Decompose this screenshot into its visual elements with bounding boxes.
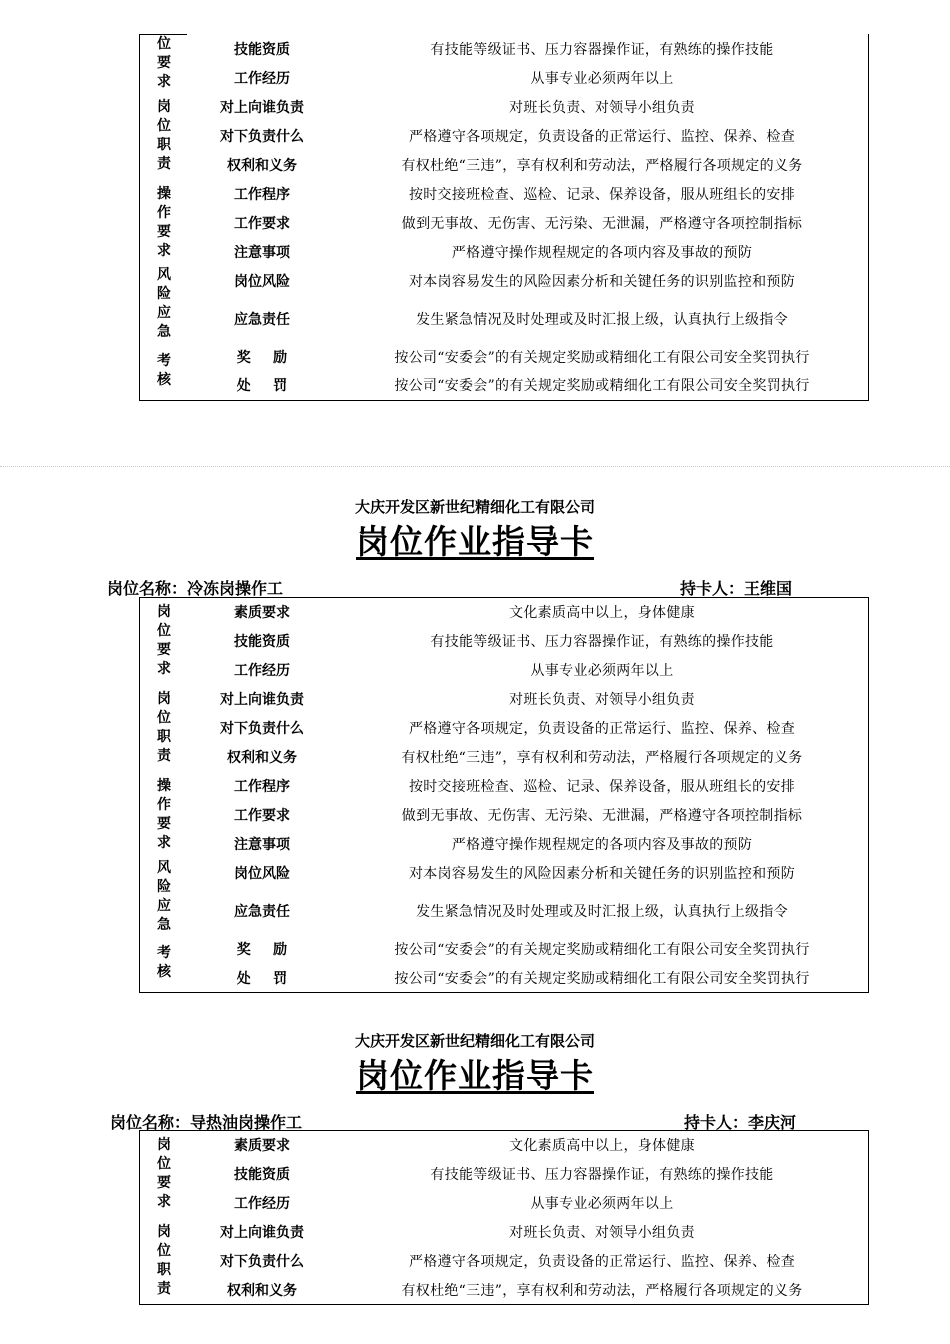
row-quality-desc: 文化素质高中以上，身体健康 — [509, 1138, 695, 1155]
partial-job-table — [139, 34, 869, 401]
row-skill-item: 技能资质 — [234, 41, 290, 58]
row-emergency-desc: 发生紧急情况及时处理或及时汇报上级，认真执行上级指令 — [416, 311, 788, 328]
row-penalty-item: 处罚 — [236, 970, 310, 987]
row-rights-desc: 有权杜绝“三违”，享有权利和劳动法，严格履行各项规定的义务 — [401, 157, 803, 174]
row-skill-desc: 有技能等级证书、压力容器操作证，有熟练的操作技能 — [430, 634, 774, 650]
row-reward-item: 奖励 — [236, 942, 310, 958]
row-notes-item: 注意事项 — [234, 244, 290, 261]
row-experience-desc: 从事专业必须两年以上 — [530, 663, 674, 679]
row-quality-item: 素质要求 — [234, 605, 290, 622]
group-assessment: 考 核 — [157, 945, 171, 981]
row-procedure-desc: 按时交接班检查、巡检、记录、保养设备，服从班组长的安排 — [408, 779, 796, 795]
row-work-req-desc: 做到无事故、无伤害、无污染、无泄漏，严格遵守各项控制指标 — [401, 808, 803, 824]
card-title: 岗位作业指导卡 — [356, 522, 594, 561]
row-reward-desc: 按公司“安委会”的有关规定奖励或精细化工有限公司安全奖罚执行 — [394, 349, 810, 366]
row-reward-item: 奖励 — [236, 349, 310, 366]
row-report-down-desc: 严格遵守各项规定，负责设备的正常运行、监控、保养、检查 — [408, 128, 796, 145]
row-report-down-item: 对下负责什么 — [220, 721, 304, 737]
row-report-up-item: 对上向谁负责 — [220, 99, 304, 116]
row-experience-item: 工作经历 — [234, 70, 290, 87]
card-holder-line — [680, 576, 792, 599]
row-penalty-desc: 按公司“安委会”的有关规定奖励或精细化工有限公司安全奖罚执行 — [394, 378, 810, 395]
company-name: 大庆开发区新世纪精细化工有限公司 — [354, 498, 595, 516]
group-risk: 风 险 应 急 — [157, 859, 171, 933]
position-name: 冷冻岗操作工 — [187, 579, 284, 598]
row-procedure-item: 工作程序 — [234, 779, 290, 795]
group-post-requirements: 岗 位 要 求 — [157, 604, 171, 678]
row-penalty-desc: 按公司“安委会”的有关规定奖励或精细化工有限公司安全奖罚执行 — [394, 970, 810, 987]
row-report-up-desc: 对班长负责、对领导小组负责 — [509, 99, 695, 116]
row-skill-item: 技能资质 — [234, 1167, 290, 1183]
row-rights-item: 权利和义务 — [227, 750, 297, 766]
row-penalty-item: 处罚 — [236, 378, 310, 395]
row-procedure-item: 工作程序 — [234, 186, 290, 203]
row-report-up-desc: 对班长负责、对领导小组负责 — [509, 692, 695, 708]
row-skill-desc: 有技能等级证书、压力容器操作证，有熟练的操作技能 — [430, 1167, 774, 1183]
row-report-up-desc: 对班长负责、对领导小组负责 — [509, 1225, 695, 1241]
group-duty: 岗 位 职 责 — [157, 1223, 171, 1297]
row-rights-item: 权利和义务 — [227, 157, 297, 174]
row-report-up-item: 对上向谁负责 — [220, 1225, 304, 1241]
position-label: 岗位名称： — [110, 1113, 191, 1132]
row-emergency-item: 应急责任 — [234, 904, 290, 920]
position-name: 导热油岗操作工 — [190, 1113, 303, 1132]
group-assessment: 考 核 — [157, 352, 171, 388]
row-post-risk-item: 岗位风险 — [234, 273, 290, 290]
row-experience-desc: 从事专业必须两年以上 — [530, 70, 674, 87]
row-report-down-desc: 严格遵守各项规定，负责设备的正常运行、监控、保养、检查 — [408, 1254, 796, 1270]
row-notes-item: 注意事项 — [234, 837, 290, 853]
row-rights-item: 权利和义务 — [227, 1282, 297, 1299]
group-post-requirements: 位 要 求 — [157, 35, 171, 90]
row-experience-item: 工作经历 — [234, 663, 290, 679]
row-report-down-item: 对下负责什么 — [220, 1254, 304, 1270]
row-skill-desc: 有技能等级证书、压力容器操作证，有熟练的操作技能 — [430, 41, 774, 58]
holder-name: 李庆河 — [748, 1113, 797, 1132]
row-post-risk-item: 岗位风险 — [234, 866, 290, 882]
row-report-down-item: 对下负责什么 — [220, 128, 304, 145]
row-post-risk-desc: 对本岗容易发生的风险因素分析和关键任务的识别监控和预防 — [408, 273, 796, 290]
row-quality-desc: 文化素质高中以上，身体健康 — [509, 605, 695, 622]
job-table-2 — [139, 1130, 869, 1305]
row-emergency-item: 应急责任 — [234, 311, 290, 328]
row-experience-desc: 从事专业必须两年以上 — [530, 1196, 674, 1212]
row-report-down-desc: 严格遵守各项规定，负责设备的正常运行、监控、保养、检查 — [408, 721, 796, 737]
position-label: 岗位名称： — [107, 579, 188, 598]
group-risk: 风 险 应 急 — [157, 267, 171, 340]
row-skill-item: 技能资质 — [234, 634, 290, 650]
row-experience-item: 工作经历 — [234, 1196, 290, 1212]
job-table-1 — [139, 597, 869, 993]
row-emergency-desc: 发生紧急情况及时处理或及时汇报上级，认真执行上级指令 — [416, 904, 788, 920]
group-operation: 操 作 要 求 — [157, 778, 171, 851]
group-post-requirements: 岗 位 要 求 — [157, 1137, 171, 1211]
row-rights-desc: 有权杜绝“三违”，享有权利和劳动法，严格履行各项规定的义务 — [401, 1282, 803, 1299]
row-procedure-desc: 按时交接班检查、巡检、记录、保养设备，服从班组长的安排 — [408, 186, 796, 203]
group-operation: 操 作 要 求 — [157, 185, 171, 259]
row-rights-desc: 有权杜绝“三违”，享有权利和劳动法，严格履行各项规定的义务 — [401, 750, 803, 766]
row-work-req-item: 工作要求 — [234, 808, 290, 824]
row-quality-item: 素质要求 — [234, 1138, 290, 1155]
holder-label: 持卡人： — [684, 1113, 749, 1132]
holder-name: 王维国 — [744, 579, 793, 598]
row-report-up-item: 对上向谁负责 — [220, 692, 304, 708]
company-name: 大庆开发区新世纪精细化工有限公司 — [354, 1032, 595, 1050]
card-title: 岗位作业指导卡 — [356, 1056, 594, 1095]
row-notes-desc: 严格遵守操作规程规定的各项内容及事故的预防 — [451, 837, 753, 853]
row-reward-desc: 按公司“安委会”的有关规定奖励或精细化工有限公司安全奖罚执行 — [394, 942, 810, 958]
group-duty: 岗 位 职 责 — [157, 98, 171, 172]
row-notes-desc: 严格遵守操作规程规定的各项内容及事故的预防 — [451, 244, 753, 261]
row-work-req-desc: 做到无事故、无伤害、无污染、无泄漏，严格遵守各项控制指标 — [401, 215, 803, 232]
position-name-line — [107, 576, 283, 599]
holder-label: 持卡人： — [680, 579, 745, 598]
group-duty: 岗 位 职 责 — [157, 691, 171, 764]
page-break-separator — [0, 466, 950, 467]
row-work-req-item: 工作要求 — [234, 215, 290, 232]
row-post-risk-desc: 对本岗容易发生的风险因素分析和关键任务的识别监控和预防 — [408, 866, 796, 882]
